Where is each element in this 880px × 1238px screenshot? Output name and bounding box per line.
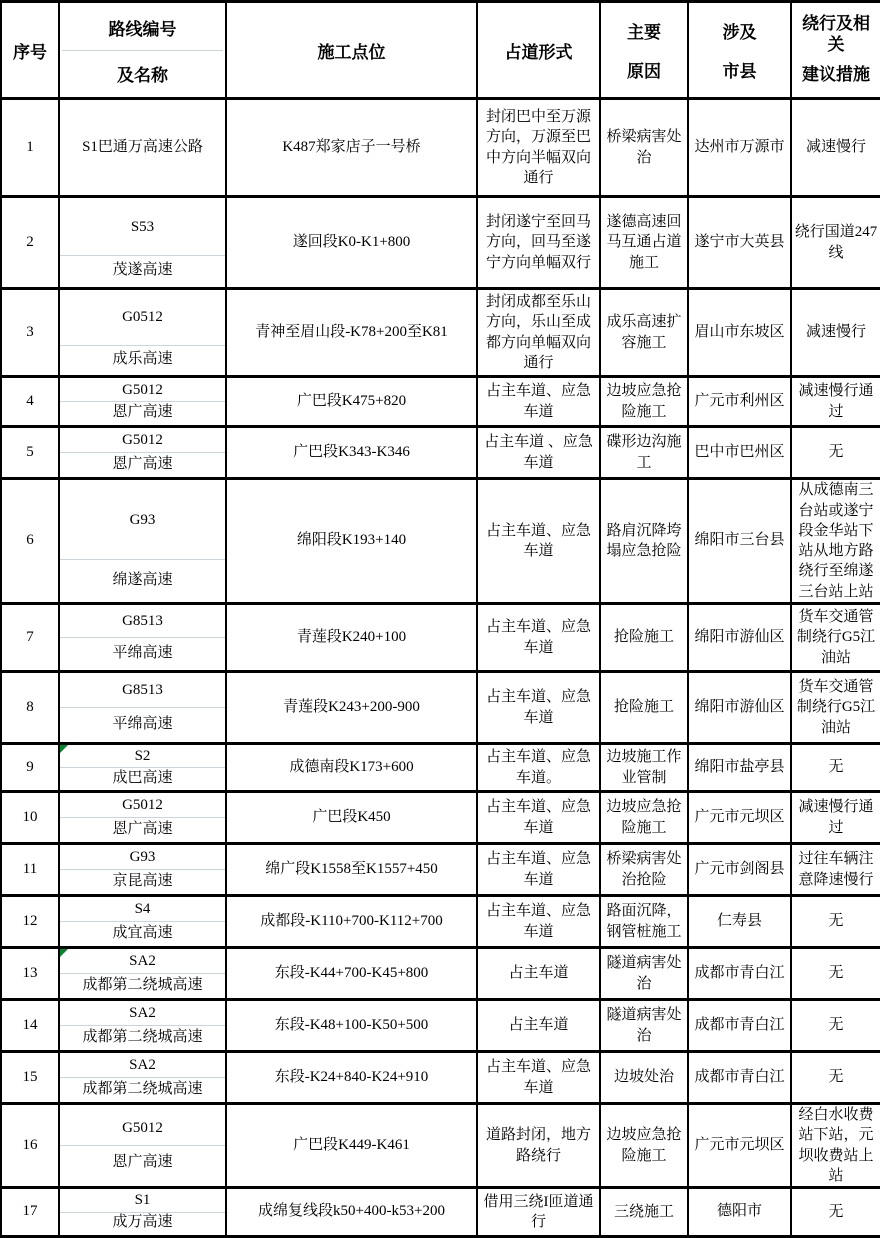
error-check-triangle-icon: [60, 745, 68, 753]
cell-location[interactable]: 绵阳段K193+140: [226, 479, 477, 604]
cell-index[interactable]: 17: [1, 1188, 59, 1237]
route-name: 成都第二绕城高速: [60, 1077, 225, 1101]
cell-reason[interactable]: 抢险施工: [600, 672, 688, 744]
cell-detour[interactable]: 过往车辆注意降速慢行: [791, 844, 880, 896]
cell-occupation[interactable]: 占主车道、应急车道: [477, 1052, 600, 1104]
route-split: [60, 847, 225, 893]
table-row: [1, 1000, 880, 1052]
error-check-triangle-icon: [60, 949, 68, 957]
cell-occupation[interactable]: 封闭遂宁至回马方向，回马至遂宁方向单幅双行: [477, 197, 600, 289]
cell-index[interactable]: 2: [1, 197, 59, 289]
table-row: [1, 479, 880, 604]
header-cell-index[interactable]: 序号: [1, 2, 59, 99]
cell-region[interactable]: 眉山市东坡区: [688, 289, 791, 377]
cell-occupation[interactable]: 占主车道、应急车道: [477, 672, 600, 744]
route-split: [60, 430, 225, 476]
cell-route[interactable]: [59, 427, 226, 479]
route-name: 平绵高速: [60, 637, 225, 669]
cell-occupation[interactable]: 道路封闭，地方路绕行: [477, 1104, 600, 1188]
header-detour-line2: 建议措施: [802, 65, 870, 85]
cell-detour[interactable]: 无: [791, 896, 880, 948]
cell-reason[interactable]: 隧道病害处治: [600, 1000, 688, 1052]
route-name: 成万高速: [60, 1212, 225, 1234]
header-cell-occupation[interactable]: 占道形式: [477, 2, 600, 99]
table-row: [1, 792, 880, 844]
table-row: [1, 604, 880, 672]
cell-route[interactable]: [59, 792, 226, 844]
route-number: G5012: [122, 1120, 163, 1137]
cell-route[interactable]: [59, 896, 226, 948]
route-name: 成巴高速: [60, 767, 225, 789]
cell-location[interactable]: 广巴段K450: [226, 792, 477, 844]
table-row: [1, 1052, 880, 1104]
route-split: [60, 899, 225, 945]
cell-detour[interactable]: 无: [791, 1188, 880, 1237]
cell-location[interactable]: 成都段-K110+700-K112+700: [226, 896, 477, 948]
header-reason-line1: 主要: [627, 23, 661, 43]
cell-route[interactable]: [59, 289, 226, 377]
route-split: [60, 675, 225, 741]
cell-index[interactable]: 7: [1, 604, 59, 672]
cell-detour[interactable]: 无: [791, 1052, 880, 1104]
cell-location[interactable]: 青莲段K243+200-900: [226, 672, 477, 744]
route-name: 茂遂高速: [60, 255, 225, 285]
table-row: [1, 1188, 880, 1237]
table-row: [1, 844, 880, 896]
cell-location[interactable]: 广巴段K475+820: [226, 377, 477, 427]
cell-route[interactable]: [59, 1052, 226, 1104]
cell-index[interactable]: 5: [1, 427, 59, 479]
route-name: 恩广高速: [60, 817, 225, 841]
header-cell-detour[interactable]: [791, 2, 880, 99]
route-split: [60, 482, 225, 601]
cell-reason[interactable]: 隧道病害处治: [600, 948, 688, 1000]
cell-index[interactable]: 10: [1, 792, 59, 844]
cell-route[interactable]: [59, 197, 226, 289]
cell-reason[interactable]: 边坡应急抢险施工: [600, 1104, 688, 1188]
cell-reason[interactable]: 路肩沉降垮塌应急抢险: [600, 479, 688, 604]
cell-index[interactable]: 4: [1, 377, 59, 427]
table-row: [1, 1104, 880, 1188]
cell-location[interactable]: K487郑家店子一号桥: [226, 99, 477, 197]
cell-route[interactable]: [59, 377, 226, 427]
route-name: 京昆高速: [60, 869, 225, 893]
cell-location[interactable]: 青神至眉山段-K78+200至K81: [226, 289, 477, 377]
cell-region[interactable]: 广元市利州区: [688, 377, 791, 427]
route-number: SA2: [129, 953, 156, 970]
route-split: [60, 1191, 225, 1234]
route-number: S4: [134, 901, 151, 918]
cell-occupation[interactable]: 占主车道、应急车道: [477, 479, 600, 604]
cell-region[interactable]: 广元市元坝区: [688, 792, 791, 844]
cell-index[interactable]: 12: [1, 896, 59, 948]
route-split: [60, 380, 225, 424]
route-number: S1: [134, 1192, 151, 1209]
route-name: 成都第二绕城高速: [60, 1025, 225, 1049]
table-row: [1, 672, 880, 744]
header-reason-line2: 原因: [627, 61, 661, 81]
header-route-line1: 路线编号: [108, 19, 177, 39]
cell-detour[interactable]: 无: [791, 948, 880, 1000]
route-number: S53: [130, 218, 155, 235]
cell-reason[interactable]: 桥梁病害处治: [600, 99, 688, 197]
header-cell-location[interactable]: 施工点位: [226, 2, 477, 99]
cell-region[interactable]: 绵阳市三台县: [688, 479, 791, 604]
cell-reason[interactable]: 抢险施工: [600, 604, 688, 672]
route-name: 恩广高速: [60, 1145, 225, 1179]
cell-region[interactable]: 绵阳市游仙区: [688, 604, 791, 672]
cell-location[interactable]: 绵广段K1558至K1557+450: [226, 844, 477, 896]
table-body: [1, 99, 880, 1237]
route-name: 成乐高速: [60, 345, 225, 374]
cell-region[interactable]: 广元市剑阁县: [688, 844, 791, 896]
route-number: G5012: [122, 381, 163, 398]
cell-reason[interactable]: 边坡处治: [600, 1052, 688, 1104]
cell-reason[interactable]: 边坡应急抢险施工: [600, 792, 688, 844]
cell-occupation[interactable]: 占主车道、应急车道。: [477, 744, 600, 792]
cell-route[interactable]: [59, 744, 226, 792]
cell-detour[interactable]: 无: [791, 427, 880, 479]
cell-occupation[interactable]: 占主车道、应急车道: [477, 604, 600, 672]
cell-occupation[interactable]: 占主车道 、应急车道: [477, 427, 600, 479]
cell-index[interactable]: 9: [1, 744, 59, 792]
cell-location[interactable]: 东段-K48+100-K50+500: [226, 1000, 477, 1052]
route-number: S1巴通万高速公路: [82, 138, 203, 155]
header-cell-region[interactable]: [688, 2, 791, 99]
cell-reason[interactable]: 遂德高速回马互通占道施工: [600, 197, 688, 289]
cell-region[interactable]: 成都市青白江: [688, 948, 791, 1000]
table-row: [1, 948, 880, 1000]
route-split: [60, 607, 225, 669]
route-split: [60, 747, 225, 789]
cell-route[interactable]: [59, 948, 226, 1000]
cell-reason[interactable]: 碟形边沟施工: [600, 427, 688, 479]
route-split: [60, 292, 225, 374]
header-region-line2: 市县: [722, 61, 757, 81]
route-split: [60, 795, 225, 841]
header-route-line2: 及名称: [62, 50, 223, 96]
cell-location[interactable]: 青莲段K240+100: [226, 604, 477, 672]
route-split: [60, 1055, 225, 1101]
cell-location[interactable]: 东段-K24+840-K24+910: [226, 1052, 477, 1104]
cell-occupation[interactable]: 占主车道: [477, 948, 600, 1000]
cell-index[interactable]: 13: [1, 948, 59, 1000]
table-row: [1, 99, 880, 197]
cell-region[interactable]: 成都市青白江: [688, 1052, 791, 1104]
table-row: [1, 289, 880, 377]
cell-detour[interactable]: 从成德南三台站或遂宁段金华站下站从地方路绕行至绵遂三台站上站: [791, 479, 880, 604]
cell-location[interactable]: 东段-K44+700-K45+800: [226, 948, 477, 1000]
cell-route[interactable]: [59, 1000, 226, 1052]
cell-occupation[interactable]: 封闭巴中至万源方向，万源至巴中方向半幅双向通行: [477, 99, 600, 197]
cell-index[interactable]: 6: [1, 479, 59, 604]
cell-location[interactable]: 广巴段K343-K346: [226, 427, 477, 479]
header-cell-reason[interactable]: [600, 2, 688, 99]
cell-index[interactable]: 3: [1, 289, 59, 377]
route-number: G5012: [122, 797, 163, 814]
cell-reason[interactable]: 桥梁病害处治抢险: [600, 844, 688, 896]
cell-region[interactable]: 仁寿县: [688, 896, 791, 948]
cell-detour[interactable]: 减速慢行: [791, 99, 880, 197]
cell-detour[interactable]: 货车交通管制绕行G5江油站: [791, 672, 880, 744]
cell-region[interactable]: 绵阳市盐亭县: [688, 744, 791, 792]
header-row: [1, 2, 880, 99]
cell-occupation[interactable]: 借用三绕I匝道通行: [477, 1188, 600, 1237]
route-name: 成宜高速: [60, 921, 225, 945]
cell-index[interactable]: 15: [1, 1052, 59, 1104]
cell-region[interactable]: 达州市万源市: [688, 99, 791, 197]
cell-occupation[interactable]: 占主车道、应急车道: [477, 792, 600, 844]
route-number: SA2: [129, 1057, 156, 1074]
route-name: 平绵高速: [60, 707, 225, 741]
cell-occupation[interactable]: 占主车道、应急车道: [477, 377, 600, 427]
cell-route[interactable]: [59, 844, 226, 896]
cell-occupation[interactable]: 占主车道、应急车道: [477, 844, 600, 896]
cell-route[interactable]: [59, 604, 226, 672]
route-number: SA2: [129, 1005, 156, 1022]
cell-reason[interactable]: 边坡应急抢险施工: [600, 377, 688, 427]
route-name: 绵遂高速: [60, 559, 225, 601]
route-name: 成都第二绕城高速: [60, 973, 225, 997]
cell-region[interactable]: 广元市元坝区: [688, 1104, 791, 1188]
route-name: 恩广高速: [60, 401, 225, 424]
header-region-line1: 涉及: [722, 23, 757, 43]
table-row: [1, 197, 880, 289]
cell-detour[interactable]: 货车交通管制绕行G5江油站: [791, 604, 880, 672]
cell-reason[interactable]: 路面沉降，钢管桩施工: [600, 896, 688, 948]
cell-index[interactable]: 16: [1, 1104, 59, 1188]
cell-occupation[interactable]: 封闭成都至乐山方向，乐山至成都方向单幅双向通行: [477, 289, 600, 377]
route-split: [60, 1003, 225, 1049]
cell-detour[interactable]: 无: [791, 744, 880, 792]
cell-detour[interactable]: 无: [791, 1000, 880, 1052]
cell-route[interactable]: [59, 1188, 226, 1237]
cell-index[interactable]: 1: [1, 99, 59, 197]
cell-detour[interactable]: 减速慢行通过: [791, 792, 880, 844]
cell-location[interactable]: 成绵复线段k50+400-k53+200: [226, 1188, 477, 1237]
header-cell-route[interactable]: [59, 2, 226, 99]
cell-route[interactable]: [59, 99, 226, 197]
route-number: S2: [134, 748, 151, 765]
route-number: G8513: [122, 682, 163, 699]
cell-occupation[interactable]: 占主车道、应急车道: [477, 896, 600, 948]
cell-route[interactable]: [59, 479, 226, 604]
table-row: [1, 377, 880, 427]
cell-index[interactable]: 11: [1, 844, 59, 896]
cell-index[interactable]: 14: [1, 1000, 59, 1052]
cell-route[interactable]: [59, 672, 226, 744]
cell-region[interactable]: 成都市青白江: [688, 1000, 791, 1052]
route-number: G8513: [122, 613, 163, 630]
cell-location[interactable]: 广巴段K449-K461: [226, 1104, 477, 1188]
cell-region[interactable]: 德阳市: [688, 1188, 791, 1237]
route-split: [60, 102, 225, 194]
cell-detour[interactable]: 绕行国道247线: [791, 197, 880, 289]
cell-region[interactable]: 绵阳市游仙区: [688, 672, 791, 744]
route-number: G93: [129, 511, 156, 528]
cell-detour[interactable]: 减速慢行: [791, 289, 880, 377]
route-split: [60, 1113, 225, 1179]
cell-reason[interactable]: 三绕施工: [600, 1188, 688, 1237]
cell-detour[interactable]: 经白水收费站下站，元坝收费站上站: [791, 1104, 880, 1188]
route-number: G5012: [122, 432, 163, 449]
cell-index[interactable]: 8: [1, 672, 59, 744]
table-row: [1, 896, 880, 948]
cell-route[interactable]: [59, 1104, 226, 1188]
cell-region[interactable]: 巴中市巴州区: [688, 427, 791, 479]
table-row: [1, 744, 880, 792]
route-number: G93: [129, 849, 156, 866]
cell-reason[interactable]: 边坡施工作业管制: [600, 744, 688, 792]
route-split: [60, 951, 225, 997]
route-split: [60, 200, 225, 286]
cell-detour[interactable]: 减速慢行通过: [791, 377, 880, 427]
cell-region[interactable]: 遂宁市大英县: [688, 197, 791, 289]
cell-location[interactable]: 成德南段K173+600: [226, 744, 477, 792]
cell-location[interactable]: 遂回段K0-K1+800: [226, 197, 477, 289]
header-detour-line1: 绕行及相关: [802, 14, 870, 54]
route-name: 恩广高速: [60, 452, 225, 476]
cell-reason[interactable]: 成乐高速扩容施工: [600, 289, 688, 377]
table-row: [1, 427, 880, 479]
route-number: G0512: [122, 309, 163, 326]
cell-occupation[interactable]: 占主车道: [477, 1000, 600, 1052]
